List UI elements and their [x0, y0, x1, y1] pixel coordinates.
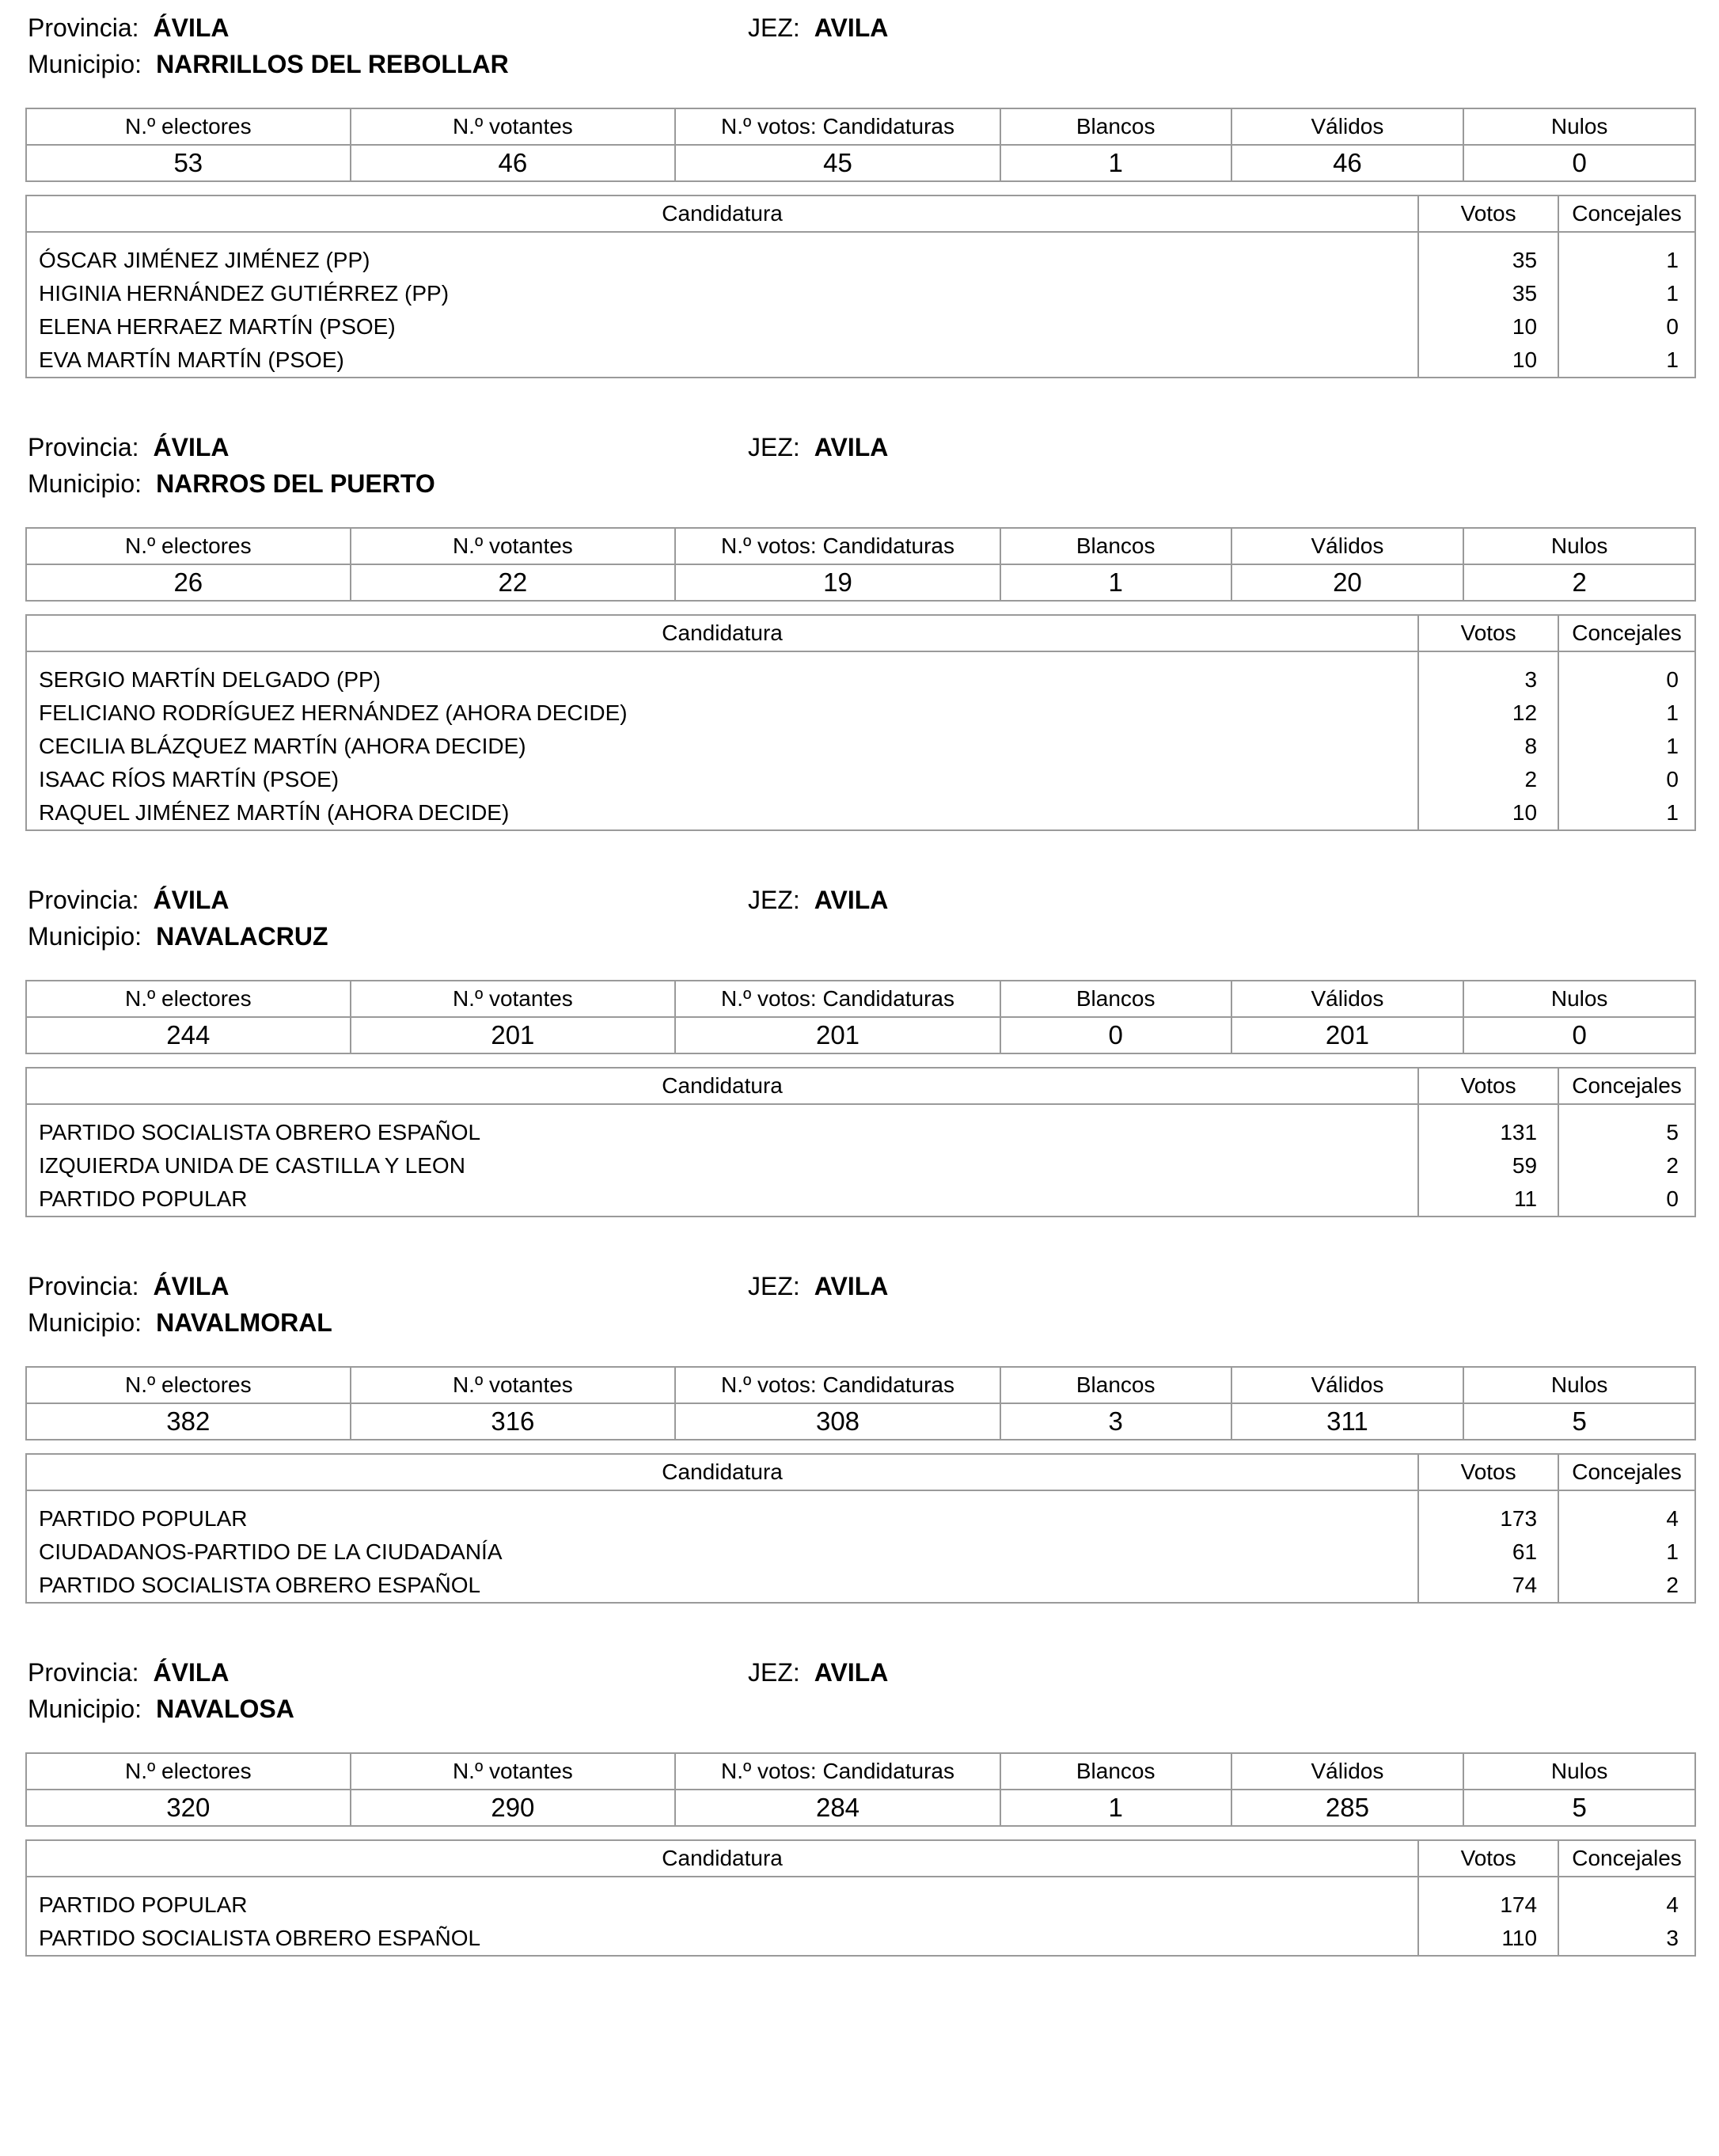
municipio-label: Municipio:: [28, 469, 142, 498]
municipio-value: NARROS DEL PUERTO: [156, 469, 435, 498]
stats-header-row: [26, 528, 1695, 564]
jez-line: [748, 9, 888, 46]
candidaturas-header-row: [26, 1068, 1695, 1104]
votos-header: Votos: [1418, 195, 1558, 232]
votos-value: 2: [1418, 763, 1558, 796]
concejales-value: 0: [1558, 310, 1695, 344]
stats-header-cell: Blancos: [1000, 108, 1231, 145]
votos-value: 3: [1418, 651, 1558, 697]
stats-value-cell: 201: [1231, 1017, 1464, 1053]
stats-value-cell: 244: [26, 1017, 351, 1053]
concejales-value: 1: [1558, 277, 1695, 310]
stats-value-cell: 0: [1463, 145, 1695, 181]
concejales-value: 1: [1558, 1535, 1695, 1569]
candidatura-name: FELICIANO RODRÍGUEZ HERNÁNDEZ (AHORA DECIDE): [26, 697, 1418, 730]
stats-header-cell: Blancos: [1000, 1367, 1231, 1403]
provincia-label: Provincia:: [28, 1658, 139, 1687]
candidatura-name: RAQUEL JIMÉNEZ MARTÍN (AHORA DECIDE): [26, 796, 1418, 830]
municipio-label: Municipio:: [28, 50, 142, 78]
stats-table: [25, 527, 1696, 602]
concejales-header: Concejales: [1558, 195, 1695, 232]
votos-value: 74: [1418, 1569, 1558, 1603]
concejales-value: 4: [1558, 1490, 1695, 1535]
candidatura-header: Candidatura: [26, 1840, 1418, 1877]
stats-header-cell: N.º votos: Candidaturas: [675, 1753, 1000, 1790]
municipio-value: NAVALACRUZ: [156, 922, 328, 951]
jez-value: AVILA: [814, 433, 889, 461]
votos-value: 10: [1418, 310, 1558, 344]
stats-value-cell: 1: [1000, 145, 1231, 181]
candidaturas-table: [25, 1839, 1696, 1957]
municipio-line: [28, 465, 435, 502]
stats-header-cell: N.º votos: Candidaturas: [675, 528, 1000, 564]
jez-line: [748, 429, 888, 465]
stats-table: [25, 1752, 1696, 1827]
candidaturas-table: [25, 1453, 1696, 1604]
stats-header-cell: Blancos: [1000, 981, 1231, 1017]
stats-value-cell: 5: [1463, 1403, 1695, 1440]
municipio-label: Municipio:: [28, 1308, 142, 1337]
provincia-label: Provincia:: [28, 433, 139, 461]
stats-header-cell: Válidos: [1231, 108, 1464, 145]
stats-header-cell: Válidos: [1231, 1753, 1464, 1790]
candidatura-header: Candidatura: [26, 615, 1418, 651]
concejales-value: 3: [1558, 1922, 1695, 1956]
stats-value-cell: 311: [1231, 1403, 1464, 1440]
stats-value-cell: 0: [1463, 1017, 1695, 1053]
municipio-block: [0, 1645, 1719, 1950]
votos-value: 110: [1418, 1922, 1558, 1956]
concejales-value: 1: [1558, 697, 1695, 730]
municipio-value: NARRILLOS DEL REBOLLAR: [156, 50, 509, 78]
municipio-label: Municipio:: [28, 922, 142, 951]
stats-value-cell: 26: [26, 564, 351, 601]
stats-table: [25, 108, 1696, 182]
jez-value: AVILA: [814, 886, 889, 914]
table-row: [26, 796, 1695, 830]
concejales-value: 0: [1558, 763, 1695, 796]
candidatura-name: ÓSCAR JIMÉNEZ JIMÉNEZ (PP): [26, 232, 1418, 277]
candidatura-name: IZQUIERDA UNIDA DE CASTILLA Y LEON: [26, 1149, 1418, 1182]
municipio-header: [0, 0, 1719, 95]
municipio-block: [0, 872, 1719, 1211]
candidaturas-header-row: [26, 1840, 1695, 1877]
table-row: [26, 763, 1695, 796]
stats-header-cell: N.º electores: [26, 981, 351, 1017]
jez-label: JEZ:: [748, 1658, 800, 1687]
municipio-value: NAVALMORAL: [156, 1308, 332, 1337]
provincia-value: ÁVILA: [153, 13, 230, 42]
stats-header-cell: Blancos: [1000, 528, 1231, 564]
stats-header-row: [26, 1367, 1695, 1403]
stats-value-cell: 0: [1000, 1017, 1231, 1053]
stats-header-cell: N.º votantes: [351, 528, 676, 564]
table-row: [26, 1922, 1695, 1956]
stats-table: [25, 1366, 1696, 1440]
votos-header: Votos: [1418, 1840, 1558, 1877]
stats-header-cell: Nulos: [1463, 528, 1695, 564]
stats-header-cell: Nulos: [1463, 981, 1695, 1017]
stats-header-cell: N.º electores: [26, 1367, 351, 1403]
stats-value-cell: 46: [351, 145, 676, 181]
provincia-line: [28, 429, 230, 465]
table-row: [26, 1104, 1695, 1149]
stats-header-cell: Nulos: [1463, 1753, 1695, 1790]
concejales-header: Concejales: [1558, 615, 1695, 651]
votos-value: 35: [1418, 277, 1558, 310]
stats-table: [25, 980, 1696, 1054]
votos-value: 174: [1418, 1877, 1558, 1922]
provincia-line: [28, 1654, 230, 1691]
stats-value-cell: 290: [351, 1790, 676, 1826]
stats-header-row: [26, 1753, 1695, 1790]
concejales-header: Concejales: [1558, 1840, 1695, 1877]
votos-header: Votos: [1418, 1454, 1558, 1490]
candidatura-name: SERGIO MARTÍN DELGADO (PP): [26, 651, 1418, 697]
candidatura-name: PARTIDO POPULAR: [26, 1877, 1418, 1922]
table-row: [26, 1569, 1695, 1603]
concejales-value: 2: [1558, 1569, 1695, 1603]
provincia-value: ÁVILA: [153, 1658, 230, 1687]
municipio-header: [0, 1645, 1719, 1740]
stats-header-cell: Válidos: [1231, 981, 1464, 1017]
stats-value-cell: 201: [351, 1017, 676, 1053]
municipio-header: [0, 1258, 1719, 1353]
jez-label: JEZ:: [748, 433, 800, 461]
votos-value: 131: [1418, 1104, 1558, 1149]
stats-header-cell: Nulos: [1463, 1367, 1695, 1403]
table-row: [26, 730, 1695, 763]
candidaturas-header-row: [26, 1454, 1695, 1490]
table-row: [26, 310, 1695, 344]
stats-values-row: [26, 1017, 1695, 1053]
stats-value-cell: 46: [1231, 145, 1464, 181]
table-row: [26, 232, 1695, 277]
table-row: [26, 651, 1695, 697]
stats-value-cell: 5: [1463, 1790, 1695, 1826]
concejales-value: 4: [1558, 1877, 1695, 1922]
municipio-value: NAVALOSA: [156, 1695, 294, 1723]
municipio-line: [28, 1691, 294, 1727]
provincia-label: Provincia:: [28, 886, 139, 914]
provincia-line: [28, 9, 230, 46]
jez-label: JEZ:: [748, 13, 800, 42]
provincia-value: ÁVILA: [153, 433, 230, 461]
provincia-value: ÁVILA: [153, 1272, 230, 1300]
candidatura-header: Candidatura: [26, 1454, 1418, 1490]
stats-value-cell: 2: [1463, 564, 1695, 601]
candidatura-name: PARTIDO POPULAR: [26, 1490, 1418, 1535]
provincia-line: [28, 882, 230, 918]
concejales-value: 0: [1558, 1182, 1695, 1217]
stats-header-cell: Blancos: [1000, 1753, 1231, 1790]
votos-header: Votos: [1418, 615, 1558, 651]
jez-line: [748, 1268, 888, 1304]
candidatura-name: PARTIDO SOCIALISTA OBRERO ESPAÑOL: [26, 1569, 1418, 1603]
stats-header-cell: Válidos: [1231, 1367, 1464, 1403]
stats-value-cell: 45: [675, 145, 1000, 181]
table-row: [26, 1490, 1695, 1535]
stats-header-cell: N.º votantes: [351, 1753, 676, 1790]
municipio-block: [0, 1258, 1719, 1597]
municipio-line: [28, 918, 328, 955]
candidatura-name: ELENA HERRAEZ MARTÍN (PSOE): [26, 310, 1418, 344]
municipio-line: [28, 1304, 332, 1341]
jez-line: [748, 1654, 888, 1691]
candidatura-name: HIGINIA HERNÁNDEZ GUTIÉRREZ (PP): [26, 277, 1418, 310]
concejales-value: 5: [1558, 1104, 1695, 1149]
municipio-label: Municipio:: [28, 1695, 142, 1723]
stats-value-cell: 285: [1231, 1790, 1464, 1826]
votos-value: 173: [1418, 1490, 1558, 1535]
concejales-value: 0: [1558, 651, 1695, 697]
stats-values-row: [26, 564, 1695, 601]
stats-header-cell: N.º votantes: [351, 1367, 676, 1403]
jez-label: JEZ:: [748, 886, 800, 914]
stats-header-cell: N.º votos: Candidaturas: [675, 1367, 1000, 1403]
stats-value-cell: 1: [1000, 564, 1231, 601]
table-row: [26, 1535, 1695, 1569]
candidatura-name: PARTIDO SOCIALISTA OBRERO ESPAÑOL: [26, 1922, 1418, 1956]
candidatura-header: Candidatura: [26, 1068, 1418, 1104]
concejales-value: 1: [1558, 730, 1695, 763]
stats-header-cell: Válidos: [1231, 528, 1464, 564]
municipio-block: [0, 0, 1719, 372]
stats-value-cell: 308: [675, 1403, 1000, 1440]
stats-value-cell: 316: [351, 1403, 676, 1440]
stats-value-cell: 19: [675, 564, 1000, 601]
votos-value: 59: [1418, 1149, 1558, 1182]
jez-value: AVILA: [814, 1658, 889, 1687]
table-row: [26, 1182, 1695, 1217]
municipio-header: [0, 419, 1719, 514]
stats-values-row: [26, 1403, 1695, 1440]
provincia-label: Provincia:: [28, 1272, 139, 1300]
candidatura-header: Candidatura: [26, 195, 1418, 232]
candidatura-name: PARTIDO SOCIALISTA OBRERO ESPAÑOL: [26, 1104, 1418, 1149]
municipio-block: [0, 419, 1719, 825]
stats-value-cell: 22: [351, 564, 676, 601]
stats-value-cell: 382: [26, 1403, 351, 1440]
votos-header: Votos: [1418, 1068, 1558, 1104]
table-row: [26, 344, 1695, 378]
votos-value: 35: [1418, 232, 1558, 277]
votos-value: 11: [1418, 1182, 1558, 1217]
stats-header-cell: N.º votos: Candidaturas: [675, 981, 1000, 1017]
candidaturas-table: [25, 614, 1696, 831]
provincia-line: [28, 1268, 230, 1304]
table-row: [26, 697, 1695, 730]
stats-values-row: [26, 1790, 1695, 1826]
stats-header-cell: N.º electores: [26, 528, 351, 564]
stats-header-row: [26, 981, 1695, 1017]
concejales-value: 1: [1558, 796, 1695, 830]
stats-value-cell: 3: [1000, 1403, 1231, 1440]
provincia-label: Provincia:: [28, 13, 139, 42]
candidaturas-table: [25, 195, 1696, 378]
jez-value: AVILA: [814, 13, 889, 42]
stats-value-cell: 284: [675, 1790, 1000, 1826]
candidatura-name: EVA MARTÍN MARTÍN (PSOE): [26, 344, 1418, 378]
table-row: [26, 277, 1695, 310]
candidatura-name: PARTIDO POPULAR: [26, 1182, 1418, 1217]
candidaturas-header-row: [26, 615, 1695, 651]
stats-header-cell: N.º electores: [26, 108, 351, 145]
table-row: [26, 1877, 1695, 1922]
candidatura-name: ISAAC RÍOS MARTÍN (PSOE): [26, 763, 1418, 796]
concejales-value: 1: [1558, 344, 1695, 378]
concejales-value: 2: [1558, 1149, 1695, 1182]
municipio-line: [28, 46, 509, 82]
stats-header-cell: N.º votantes: [351, 981, 676, 1017]
stats-value-cell: 320: [26, 1790, 351, 1826]
table-row: [26, 1149, 1695, 1182]
stats-header-row: [26, 108, 1695, 145]
concejales-header: Concejales: [1558, 1068, 1695, 1104]
votos-value: 12: [1418, 697, 1558, 730]
stats-value-cell: 201: [675, 1017, 1000, 1053]
jez-label: JEZ:: [748, 1272, 800, 1300]
stats-header-cell: N.º votos: Candidaturas: [675, 108, 1000, 145]
votos-value: 10: [1418, 344, 1558, 378]
stats-values-row: [26, 145, 1695, 181]
candidatura-name: CIUDADANOS-PARTIDO DE LA CIUDADANÍA: [26, 1535, 1418, 1569]
candidaturas-header-row: [26, 195, 1695, 232]
votos-value: 8: [1418, 730, 1558, 763]
votos-value: 10: [1418, 796, 1558, 830]
jez-line: [748, 882, 888, 918]
stats-header-cell: Nulos: [1463, 108, 1695, 145]
stats-value-cell: 20: [1231, 564, 1464, 601]
provincia-value: ÁVILA: [153, 886, 230, 914]
stats-header-cell: N.º electores: [26, 1753, 351, 1790]
candidatura-name: CECILIA BLÁZQUEZ MARTÍN (AHORA DECIDE): [26, 730, 1418, 763]
concejales-value: 1: [1558, 232, 1695, 277]
stats-header-cell: N.º votantes: [351, 108, 676, 145]
stats-value-cell: 1: [1000, 1790, 1231, 1826]
votos-value: 61: [1418, 1535, 1558, 1569]
candidaturas-table: [25, 1067, 1696, 1217]
stats-value-cell: 53: [26, 145, 351, 181]
jez-value: AVILA: [814, 1272, 889, 1300]
concejales-header: Concejales: [1558, 1454, 1695, 1490]
municipio-header: [0, 872, 1719, 967]
